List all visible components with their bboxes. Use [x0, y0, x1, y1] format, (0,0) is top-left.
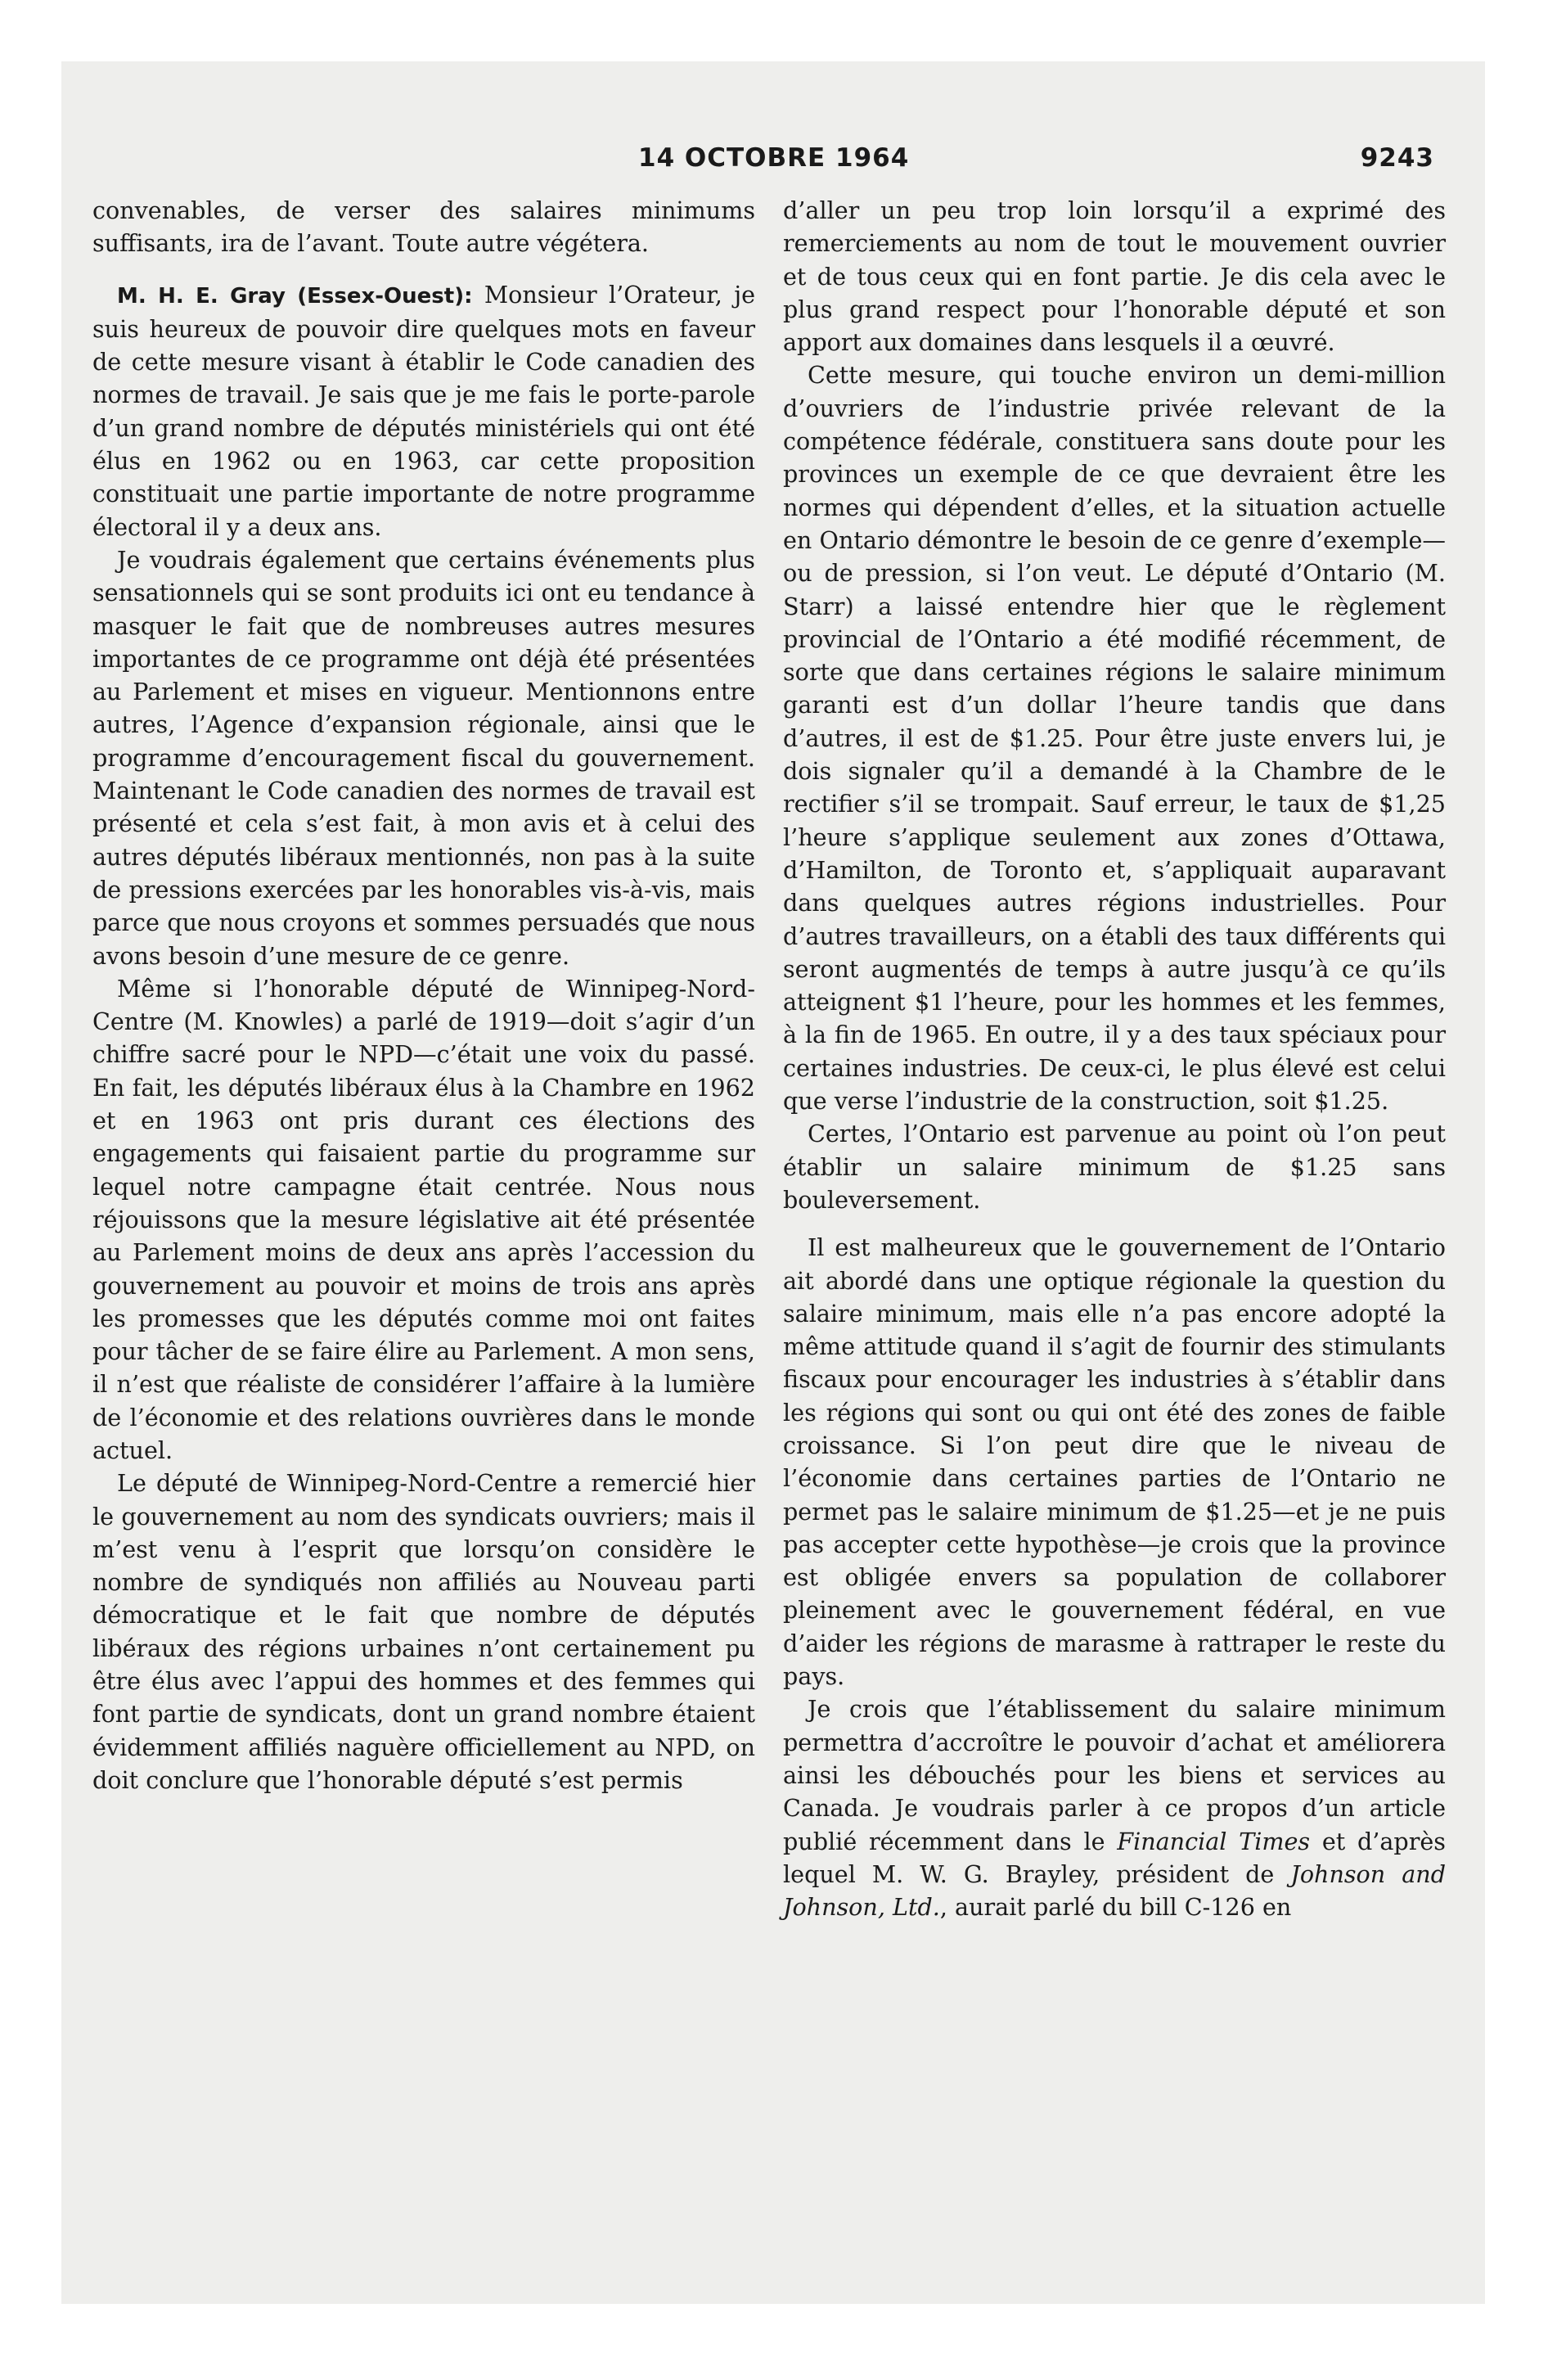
page-header [61, 143, 1485, 184]
text-run: , aurait parlé du bill C-126 en [939, 1893, 1292, 1922]
company-name: Johnson and Johnson, Ltd. [783, 1859, 1446, 1922]
document-page [61, 61, 1485, 2304]
paragraph: Certes, l’Ontario est parvenue au point où l’on peut établir un salaire minimum de $1.25 sans bouleversement. [783, 1120, 1446, 1214]
text-run: Je crois que l’établissement du salaire minimum permettra d’accroître le pouvoir d’achat et améliorera ainsi les débouchés pour les biens et services au Canada. Je voudrais parler à ce propos d’un article publié récemment dans le [783, 1695, 1446, 1855]
paragraph: Même si l’honorable député de Winnipeg-Nord-Centre (M. Knowles) a parlé de 1919—doit s’agir d’un chiffre sacré pour le NPD—c’était une voix du passé. En fait, les députés libéraux élus à la Chambre en 1962 et en 1963 ont pris durant ces élections des engagements qui faisaient partie du programme sur lequel notre campagne était centrée. Nous nous réjouissons que la mesure législative ait été présentée au Parlement moins de deux ans après l’accession du gouvernement au pouvoir et moins de trois ans après les promesses que les députés comme moi ont faites pour tâcher de se faire élire au Parlement. A mon sens, il n’est que réaliste de considérer l’affaire à la lumière de l’économie et des relations ouvrières dans le monde actuel. [92, 974, 755, 1464]
page-number: 9243 [1360, 143, 1434, 173]
paragraph [783, 1693, 1446, 1923]
right-column [783, 194, 1446, 1923]
text-run: et d’après lequel M. W. G. Brayley, président de [783, 1827, 1446, 1888]
paragraph: convenables, de verser des salaires minimums suffisants, ira de l’avant. Toute autre végétera. [92, 196, 755, 258]
speech-paragraph [92, 278, 755, 543]
paragraph: Je voudrais également que certains événements plus sensationnels qui se sont produits ici ont eu tendance à masquer le fait que de nombreuses autres mesures importantes de ce programme ont déjà été présentées au Parlement et mises en vigueur. Mentionnons entre autres, l’Agence d’expansion régionale, ainsi que le programme d’encouragement fiscal du gouvernement. Maintenant le Code canadien des normes de travail est présenté et cela s’est fait, à mon avis et à celui des autres députés libéraux mentionnés, non pas à la suite de pressions exercées par les honorables vis-à-vis, mais parce que nous croyons et sommes persuadés que nous avons besoin d’une mesure de ce genre. [92, 545, 755, 970]
paragraph: Le député de Winnipeg-Nord-Centre a remercié hier le gouvernement au nom des syndicats ouvriers; mais il m’est venu à l’esprit que lorsqu’on considère le nombre de syndiqués non affiliés au Nouveau parti démocratique et le fait que nombre de députés libéraux des régions urbaines n’ont certainement pu être élus avec l’appui des hommes et des femmes qui font partie de syndicats, dont un grand nombre étaient évidemment affiliés naguère officiellement au NPD, on doit conclure que l’honorable député s’est permis [92, 1469, 755, 1794]
left-column [92, 194, 755, 1796]
speech-text: Monsieur l’Orateur, je suis heureux de pouvoir dire quelques mots en faveur de cette mesure visant à établir le Code canadien des normes de travail. Je sais que je me fais le porte-parole d’un grand nombre de députés ministériels qui ont été élus en 1962 ou en 1963, car cette proposition constituait une partie importante de notre programme électoral il y a deux ans. [92, 280, 756, 541]
header-date: 14 OCTOBRE 1964 [638, 143, 910, 173]
paragraph: Il est malheureux que le gouvernement de l’Ontario ait abordé dans une optique régionale la question du salaire minimum, mais elle n’a pas encore adopté la même attitude quand il s’agit de fournir des stimulants fiscaux pour encourager les industries à s’établir dans les régions qui sont ou qui ont été des zones de faible croissance. Si l’on peut dire que le niveau de l’économie dans certaines parties de l’Ontario ne permet pas le salaire minimum de $1.25—et je ne puis pas accepter cette hypothèse—je crois que la province est obligée envers sa population de collaborer pleinement avec le gouvernement fédéral, en vue d’aider les régions de marasme à rattraper le reste du pays. [783, 1233, 1446, 1691]
paragraph: d’aller un peu trop loin lorsqu’il a exprimé des remerciements au nom de tout le mouvement ouvrier et de tous ceux qui en font partie. Je dis cela avec le plus grand respect pour l’honorable député et son apport aux domaines dans lesquels il a œuvré. [783, 196, 1446, 357]
publication-title: Financial Times [1117, 1827, 1311, 1855]
speaker-name: M. H. E. Gray (Essex-Ouest): [117, 283, 473, 309]
paragraph: Cette mesure, qui touche environ un demi-million d’ouvriers de l’industrie privée relevant de la compétence fédérale, constituera sans doute pour les provinces un exemple de ce que devraient être les normes qui dépendent d’elles, et la situation actuelle en Ontario démontre le besoin de ce genre d’exemple—ou de pression, si l’on veut. Le député d’Ontario (M. Starr) a laissé entendre hier que le règlement provincial de l’Ontario a été modifié récemment, de sorte que dans certaines régions le salaire minimum garanti est d’un dollar l’heure tandis que dans d’autres, il est de $1.25. Pour être juste envers lui, je dois signaler qu’il a demandé à la Chambre de le rectifier s’il se trompait. Sauf erreur, le taux de $1,25 l’heure s’applique seulement aux zones d’Ottawa, d’Hamilton, de Toronto et, s’appliquait auparavant dans quelques autres régions industrielles. Pour d’autres travailleurs, on a établi des taux différents qui seront augmentés de temps à autre jusqu’à ce qu’ils atteignent $1 l’heure, pour les hommes et les femmes, à la fin de 1965. En outre, il y a des taux spéciaux pour certaines industries. De ceux-ci, le plus élevé est celui que verse l’industrie de la construction, soit $1.25. [783, 361, 1446, 1116]
